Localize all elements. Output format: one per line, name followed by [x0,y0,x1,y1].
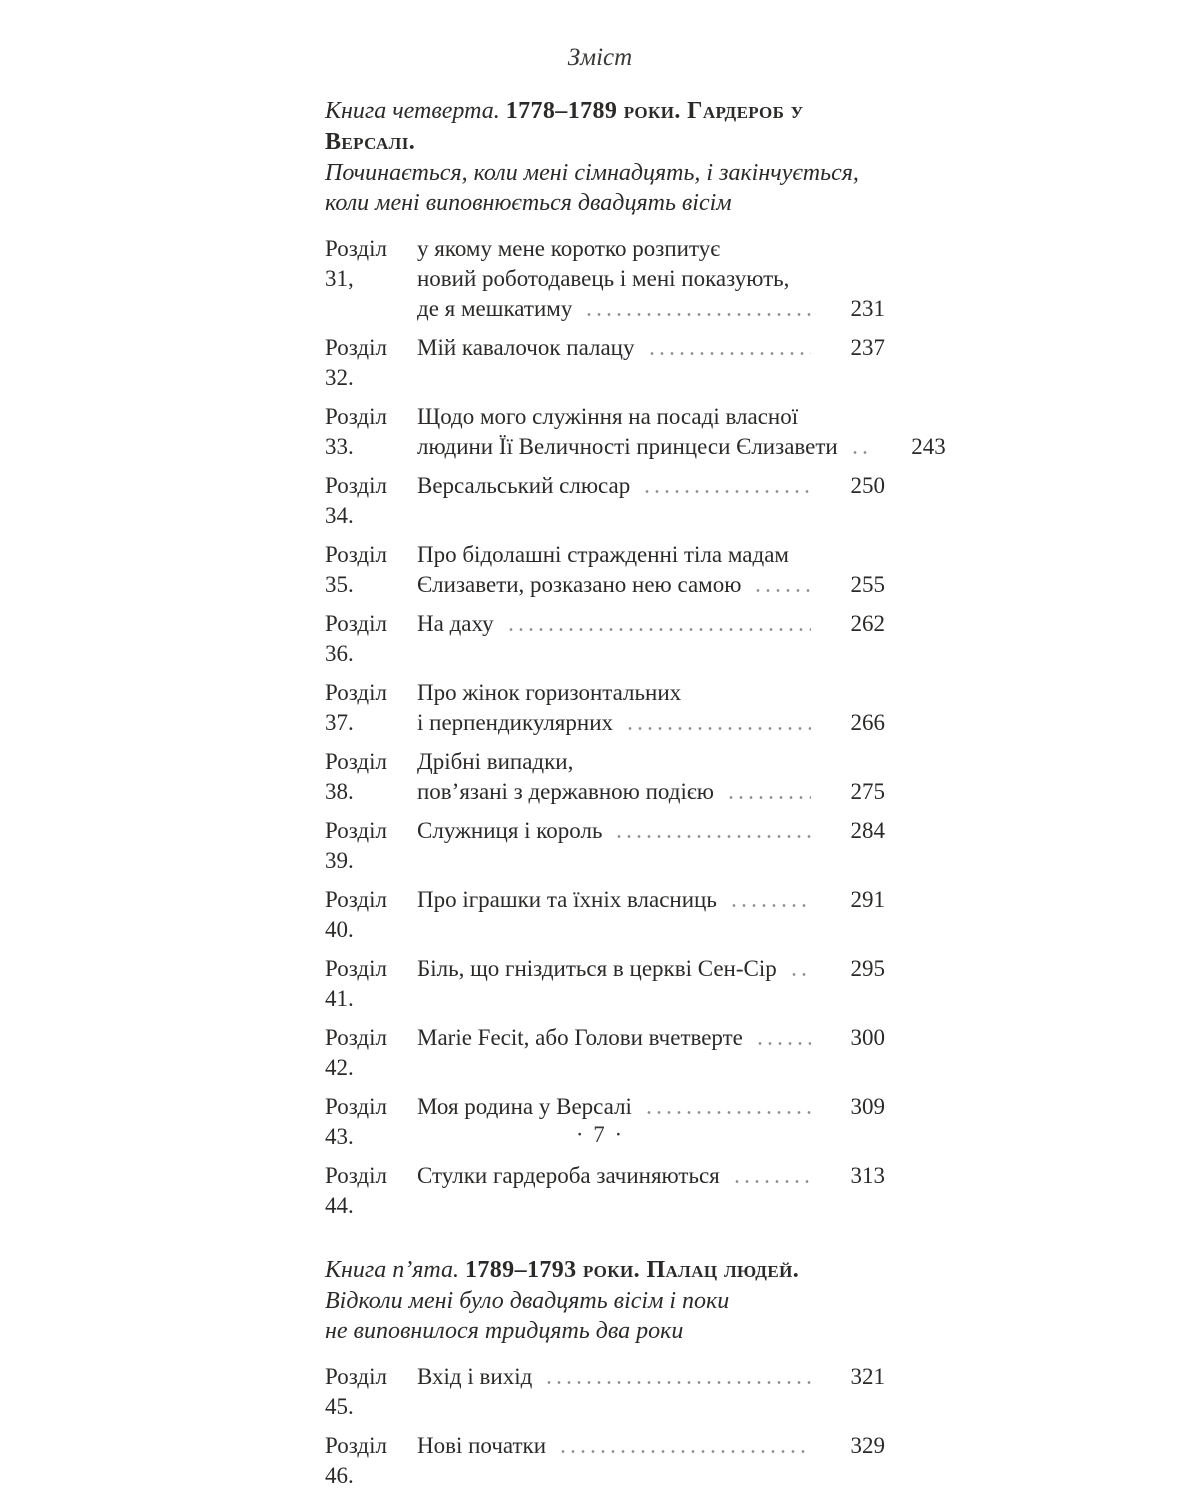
page-number: 321 [850,1364,885,1389]
chapter-title [417,609,885,669]
toc-entry [325,540,885,600]
chapter-title [417,1362,885,1422]
chapter-title [417,402,946,462]
subtitle-line: не виповнилося тридцять два роки [325,1318,684,1344]
chapter-title-line: Нові початки [417,1433,547,1458]
dot-leader [850,451,872,454]
page-number: 309 [850,1094,885,1119]
section-subtitle-book4 [325,158,885,218]
book-title: 1789–1793 роки. Палац людей. [464,1257,800,1283]
chapter-title-line: Мій кавалочок палацу [417,335,635,360]
dot-leader [614,835,811,838]
dot-leader [584,313,811,316]
dot-leader [644,1111,811,1114]
chapter-title [417,747,885,807]
toc-entry [325,954,885,1014]
chapter-label: Розділ 35. [325,542,387,597]
dot-leader [726,796,811,799]
chapter-title-line: і перпендикулярних [417,710,614,735]
toc-entry [325,234,885,324]
chapter-label: Розділ 34. [325,473,387,528]
chapter-title-line: Про іграшки та їхніх власниць [417,887,717,912]
chapter-label: Розділ 32. [325,335,387,390]
page-number: 255 [850,572,885,597]
chapter-title [417,471,885,531]
chapter-title [417,1431,885,1491]
dot-leader [753,589,811,592]
chapter-title [417,540,885,600]
chapter-title-line: Щодо мого служіння на посаді власної [417,404,799,429]
dot-leader [506,628,811,631]
chapter-title-line: у якому мене коротко розпитує [417,236,721,261]
chapter-title [417,1161,885,1221]
toc-entry [325,885,885,945]
book-title: 1778–1789 роки. Гардероб у Версалі. [325,98,804,155]
page-number: 313 [850,1163,885,1188]
chapter-label: Розділ 31, [325,236,387,291]
chapter-title [417,954,885,1014]
chapter-title [417,816,885,876]
chapter-title-line: пов’язані з державною подією [417,779,714,804]
toc-entry [325,1362,885,1422]
page-number: 262 [850,611,885,636]
dot-leader [755,1042,811,1045]
toc-entry [325,747,885,807]
subtitle-line: Починається, коли мені сімнадцять, і закінчується, [325,160,859,186]
chapter-title [417,333,885,393]
page-title: Зміст [567,44,633,71]
chapter-label: Розділ 37. [325,680,387,735]
page-number: 300 [850,1025,885,1050]
page-number: 284 [850,818,885,843]
content-column [325,96,946,1491]
chapter-title-line: Стулки гардероба зачиняються [417,1163,720,1188]
chapter-title-line: На даху [417,611,494,636]
chapter-label: Розділ 41. [325,956,387,1011]
toc-entry [325,471,885,531]
dot-leader [642,490,811,493]
chapter-title-line: Про бідолашні стражденні тіла мадам [417,542,789,567]
book-label: Книга четверта. [325,98,500,124]
dot-leader [789,973,811,976]
chapter-label: Розділ 42. [325,1025,387,1080]
chapter-label: Розділ 46. [325,1433,387,1488]
chapter-title-line: Вхід і вихід [417,1364,533,1389]
chapter-label: Розділ 33. [325,404,387,459]
dot-leader [732,1180,811,1183]
dot-leader [729,904,811,907]
chapter-title [417,885,885,945]
chapter-label: Розділ 40. [325,887,387,942]
section-heading-book4 [325,96,885,158]
chapter-title-line: Про жінок горизонтальних [417,680,682,705]
toc-entry [325,1161,885,1221]
page-number: 295 [850,956,885,981]
chapter-label: Розділ 38. [325,749,387,804]
chapter-title-line: Дрібні випадки, [417,749,574,774]
page-number: 291 [850,887,885,912]
chapter-title-line: Служниця і король [417,818,603,843]
book-label: Книга п’ята. [325,1257,459,1283]
chapter-title-line: Біль, що гніздиться в церкві Сен-Сір [417,956,777,981]
toc-entry [325,1431,885,1491]
page-number: 231 [850,296,885,321]
chapter-title [417,1023,885,1083]
chapter-label: Розділ 45. [325,1364,387,1419]
chapter-title [417,678,885,738]
chapter-title-line: де я мешкатиму [417,296,573,321]
dot-leader [625,727,811,730]
subtitle-line: Відколи мені було двадцять вісім і поки [325,1288,730,1314]
toc-entry [325,1023,885,1083]
chapter-label: Розділ 43. [325,1094,387,1149]
toc-entry [325,678,885,738]
section-heading-book5 [325,1255,885,1286]
chapter-title-line: новий роботодавець і мені показують, [417,266,790,291]
chapter-label: Розділ 36. [325,611,387,666]
chapter-label: Розділ 39. [325,818,387,873]
dot-leader [647,352,812,355]
toc-entry [325,333,885,393]
chapter-title-line: людини Її Величності принцеси Єлизавети [417,434,838,459]
dot-leader [544,1381,811,1384]
chapter-label: Розділ 44. [325,1163,387,1218]
chapter-title-line: Версальський слюсар [417,473,631,498]
chapter-title-line: Marie Fecit, або Голови вчетверте [417,1025,743,1050]
toc-entry [325,816,885,876]
page-number: 237 [850,335,885,360]
subtitle-line: коли мені виповнюється двадцять вісім [325,190,732,216]
toc-entry [325,609,885,669]
chapter-title [417,234,885,324]
dot-leader [558,1450,811,1453]
toc-entry [325,402,946,462]
page-number: 243 [911,434,946,459]
chapter-title-line: Моя родина у Версалі [417,1094,632,1119]
section-subtitle-book5 [325,1286,885,1346]
footer-page-number: · 7 · [575,1122,625,1147]
page-number: 250 [850,473,885,498]
page-number: 266 [850,710,885,735]
page-number: 329 [850,1433,885,1458]
chapter-title-line: Єлизавети, розказано нею самою [417,572,742,597]
page-number: 275 [850,779,885,804]
